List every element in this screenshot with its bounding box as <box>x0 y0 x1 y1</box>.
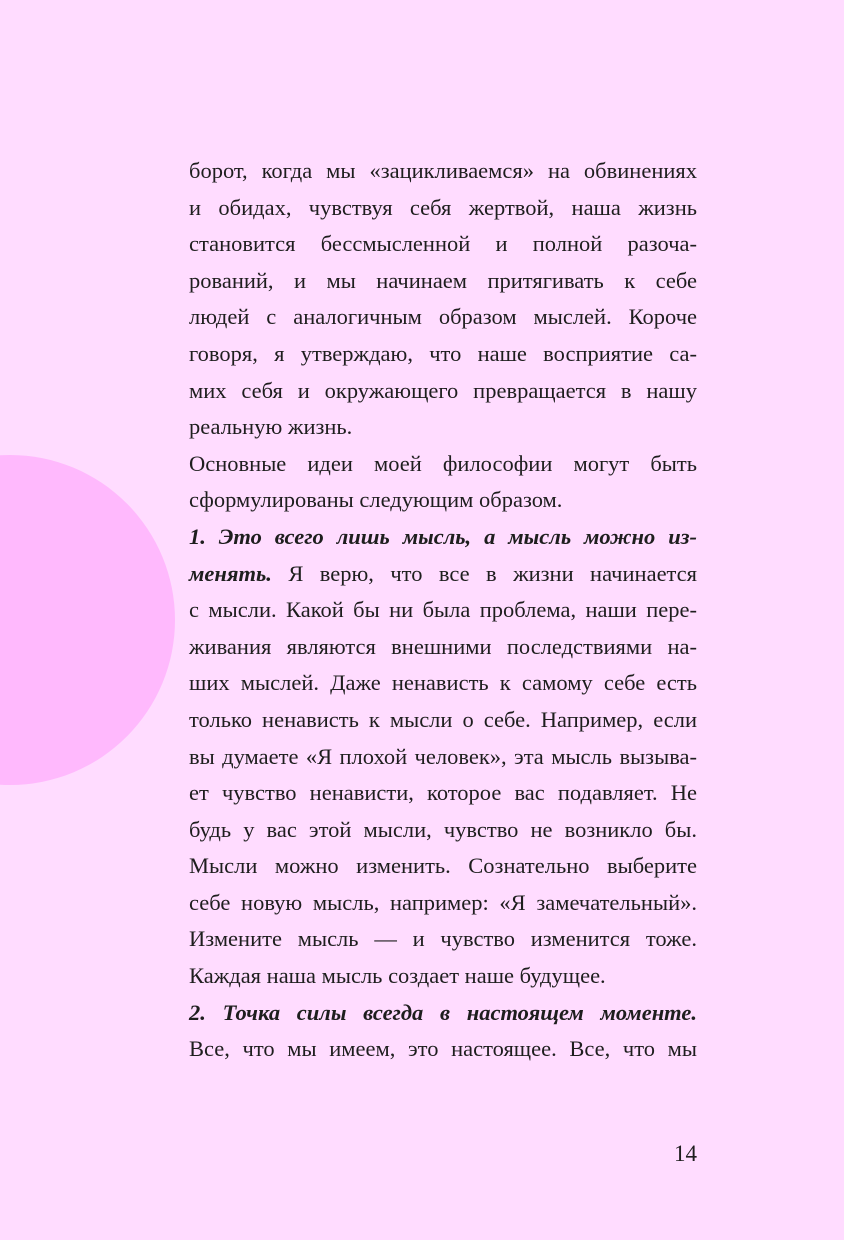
body-text <box>189 153 697 1068</box>
text-line: менять. Я верю, что все в жизни начинается <box>189 560 697 586</box>
text-line: себе новую мысль, например: «Я замечательный». <box>189 889 697 915</box>
text-line: и обидах, чувствуя себя жертвой, наша жизнь <box>189 194 697 220</box>
page-number: 14 <box>674 1141 697 1166</box>
text-line: говоря, я утверждаю, что наше восприятие са- <box>189 340 697 366</box>
text-line: рований, и мы начинаем притягивать к себе <box>189 267 697 293</box>
text-line: сформулированы следующим образом. <box>189 487 563 513</box>
text-line: с мысли. Какой бы ни была проблема, наши пере- <box>189 597 697 623</box>
list-item-heading: 2. Точка силы всегда в настоящем моменте. <box>189 999 697 1025</box>
text-line: Мысли можно изменить. Сознательно выберите <box>189 853 697 879</box>
text-line: ших мыслей. Даже ненависть к самому себе есть <box>189 670 697 696</box>
text-line: Основные идеи моей философии могут быть <box>189 450 697 476</box>
decorative-circle <box>0 455 175 785</box>
text-line: становится бессмысленной и полной разоча- <box>189 231 697 257</box>
text-line: живания являются внешними последствиями на- <box>189 633 697 659</box>
text-line: будь у вас этой мысли, чувство не возникло бы. <box>189 816 697 842</box>
text-line: ет чувство ненависти, которое вас подавляет. Не <box>189 780 697 806</box>
text-line: мих себя и окружающего превращается в нашу <box>189 377 697 403</box>
text-line: людей с аналогичным образом мыслей. Короче <box>189 304 697 330</box>
text-line: вы думаете «Я плохой человек», эта мысль вызыва- <box>189 743 697 769</box>
text-line: реальную жизнь. <box>189 414 353 440</box>
text-line: Все, что мы имеем, это настоящее. Все, что мы <box>189 1036 697 1062</box>
text-line: Каждая наша мысль создает наше будущее. <box>189 963 606 989</box>
text-line: Измените мысль — и чувство изменится тоже. <box>189 926 697 952</box>
text-line: борот, когда мы «зацикливаемся» на обвинениях <box>189 158 697 183</box>
text-line: только ненависть к мысли о себе. Например, если <box>189 706 697 732</box>
list-item-heading: 1. Это всего лишь мысль, а мысль можно из- <box>189 523 697 549</box>
